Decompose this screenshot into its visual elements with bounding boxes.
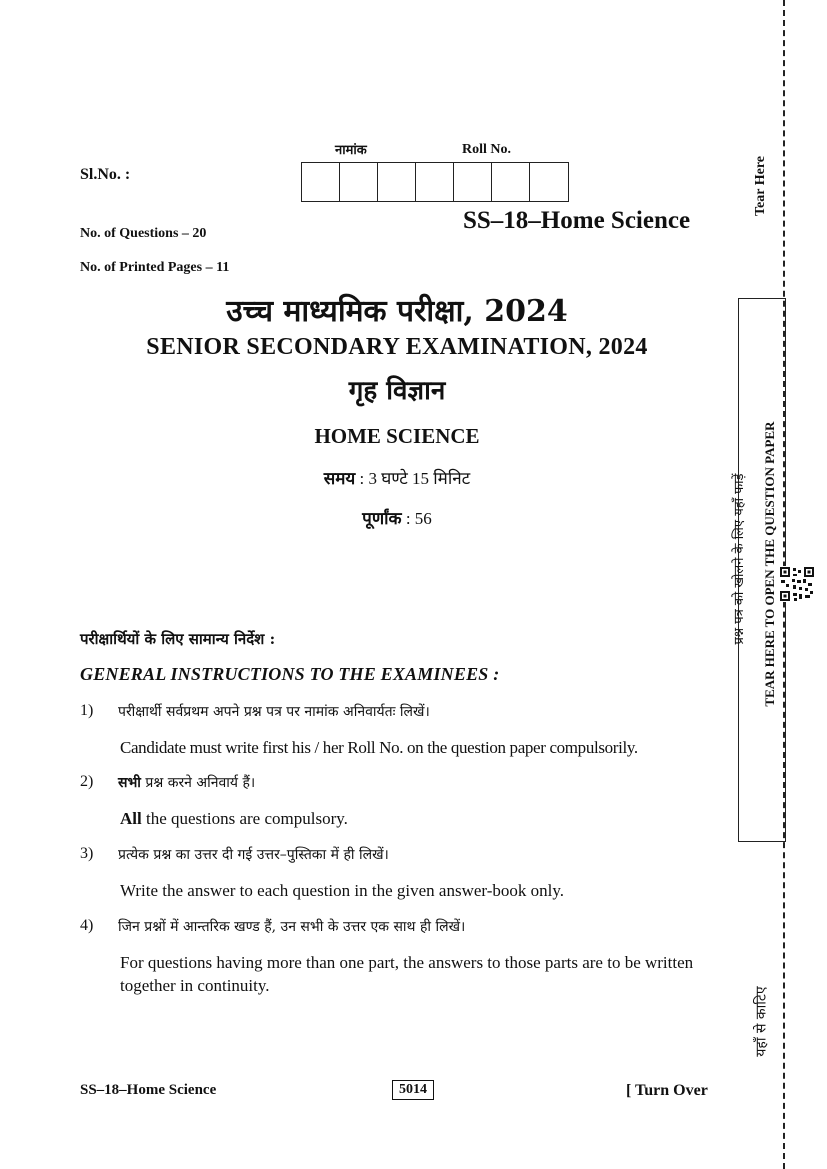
time-value: : 3 घण्टे 15 मिनिट — [359, 469, 471, 488]
roll-number-box[interactable] — [530, 163, 568, 201]
instruction-hindi-bold: सभी — [118, 775, 141, 791]
maximum-marks — [80, 506, 714, 529]
marks-label: पूर्णांक — [362, 509, 402, 528]
footer-code-box: 5014 — [392, 1080, 434, 1100]
instructions-heading-english: GENERAL INSTRUCTIONS TO THE EXAMINEES : — [80, 664, 500, 684]
instruction-hindi: प्रत्येक प्रश्न का उत्तर दी गई उत्तर–पुस्तिका में ही लिखें। — [118, 847, 389, 863]
instruction-number: 3) — [80, 845, 94, 862]
instructions-heading-hindi: परीक्षार्थियों के लिए सामान्य निर्देश : — [80, 630, 276, 648]
instruction-hindi — [118, 773, 255, 792]
instruction-english — [120, 807, 720, 830]
subject-title-hindi: गृह विज्ञान — [348, 376, 446, 406]
serial-number-label: Sl.No. : — [80, 166, 131, 183]
number-of-pages: No. of Printed Pages – 11 — [80, 260, 230, 275]
instruction-english-rest: the questions are compulsory. — [141, 809, 348, 828]
cut-here-label-hindi: यहाँ से काटिए — [753, 986, 770, 1057]
exam-title-hindi: उच्च माध्यमिक परीक्षा, 2024 — [226, 294, 568, 329]
paper-code: SS–18–Home Science — [463, 207, 691, 234]
roll-number-boxes — [301, 162, 569, 202]
instruction-english-bold: All — [120, 809, 142, 828]
instruction-number: 4) — [80, 917, 94, 934]
instruction-hindi-rest: प्रश्न करने अनिवार्य हैं। — [140, 775, 256, 791]
subject-title-english: HOME SCIENCE — [314, 424, 480, 448]
instruction-number: 2) — [80, 773, 94, 790]
roll-number-box[interactable] — [416, 163, 454, 201]
roll-number-box[interactable] — [340, 163, 378, 201]
qr-code-icon — [779, 566, 815, 602]
turn-over-label: [ Turn Over — [626, 1082, 708, 1099]
roll-number-label-hindi: नामांक — [335, 143, 367, 158]
footer-paper-code: SS–18–Home Science — [80, 1082, 217, 1098]
exam-title-english: SENIOR SECONDARY EXAMINATION, 2024 — [146, 334, 648, 360]
roll-number-box[interactable] — [302, 163, 340, 201]
roll-number-box[interactable] — [378, 163, 416, 201]
instruction-hindi: परीक्षार्थी सर्वप्रथम अपने प्रश्न पत्र पर नामांक अनिवार्यतः लिखें। — [118, 704, 430, 720]
instruction-english: For questions having more than one part, the answers to those parts are to be written together in continuity. — [120, 953, 694, 995]
tear-instruction-hindi: प्रश्न पत्र को खोलने के लिए यहाँ फाड़ें — [732, 473, 747, 645]
time-label: समय — [323, 469, 356, 488]
instruction-hindi: जिन प्रश्नों में आन्तरिक खण्ड हैं, उन सभी के उत्तर एक साथ ही लिखें। — [118, 919, 466, 935]
marks-value: : 56 — [405, 509, 432, 528]
tear-instruction-english: TEAR HERE TO OPEN THE QUESTION PAPER — [762, 421, 777, 707]
roll-number-label: Roll No. — [462, 142, 511, 157]
instruction-english: Candidate must write first his / her Roll No. on the question paper compulsorily. — [120, 738, 638, 757]
instruction-number: 1) — [80, 702, 94, 719]
number-of-questions: No. of Questions – 20 — [80, 226, 207, 241]
instruction-english: Write the answer to each question in the given answer-book only. — [120, 881, 564, 900]
roll-number-box[interactable] — [492, 163, 530, 201]
tear-here-label: Tear Here — [753, 156, 768, 217]
time-allowed — [80, 466, 714, 489]
roll-number-box[interactable] — [454, 163, 492, 201]
